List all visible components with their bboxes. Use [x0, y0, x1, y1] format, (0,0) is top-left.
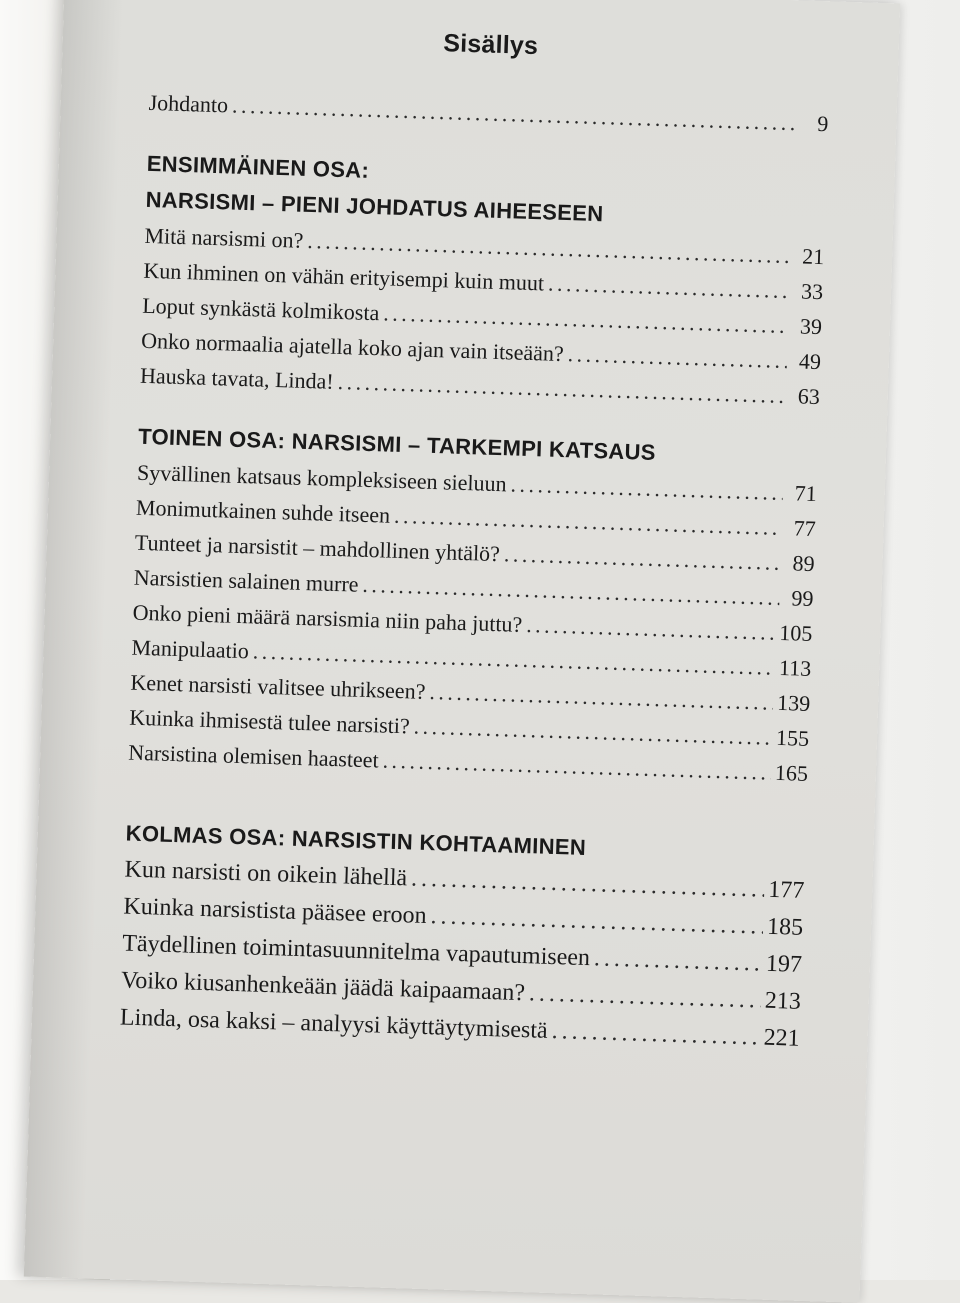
- entry-page: 33: [800, 278, 824, 305]
- table-of-contents: [119, 20, 831, 1058]
- entry-title: Mitä narsismi on?: [144, 222, 304, 253]
- entry-page: 9: [817, 110, 829, 137]
- leader-dots: [593, 940, 762, 982]
- part-title: KOLMAS OSA: NARSISTIN KOHTAAMINEN: [125, 820, 587, 860]
- entry-title: Kuinka ihmisestä tulee narsisti?: [129, 704, 411, 739]
- entry-title: Narsistina olemisen haasteet: [127, 739, 380, 773]
- part-1: [140, 146, 827, 414]
- entry-page: 139: [776, 689, 811, 716]
- entry-page: 185: [766, 913, 804, 941]
- part-title: TOINEN OSA: NARSISMI – TARKEMPI KATSAUS: [137, 423, 657, 465]
- entry-page: 99: [791, 585, 814, 612]
- toc-heading: Sisällys: [442, 29, 539, 61]
- entry-title: Kuinka narsistista pääsee eroon: [123, 893, 427, 930]
- entry-title: Loput synkästä kolmikosta: [141, 292, 380, 326]
- entry-title: Tunteet ja narsistit – mahdollinen yhtälö?: [134, 529, 501, 567]
- entry-title: Kenet narsisti valitsee uhrikseen?: [130, 669, 426, 704]
- leader-dots: [232, 88, 795, 141]
- book-page: [24, 0, 900, 1303]
- entry-page: 113: [778, 654, 812, 681]
- entry-page: 39: [799, 313, 823, 340]
- entry-page: 221: [763, 1024, 801, 1052]
- entry-title: Manipulaatio: [131, 634, 250, 664]
- part-title: NARSISMI – PIENI JOHDATUS AIHEESEEN: [145, 186, 604, 227]
- toc-entry-intro: [148, 85, 829, 141]
- entry-title: Kun ihminen on vähän erityisempi kuin muut: [143, 257, 545, 296]
- entry-page: 155: [775, 724, 810, 751]
- leader-dots: [551, 1013, 760, 1057]
- entry-title: Monimutkainen suhde itseen: [135, 494, 391, 528]
- entry-title: Linda, osa kaksi – analyysi käyttäytymisestä: [119, 1004, 549, 1044]
- entry-page: 105: [779, 619, 813, 646]
- entry-title: Hauska tavata, Linda!: [139, 362, 335, 394]
- entry-page: 63: [797, 383, 821, 410]
- part-2: [128, 419, 819, 791]
- part-3: [119, 816, 806, 1058]
- entry-page: 165: [774, 759, 809, 786]
- entry-page: 77: [793, 515, 817, 542]
- entry-title: Johdanto: [148, 89, 229, 118]
- part-title: ENSIMMÄINEN OSA:: [146, 150, 370, 183]
- entry-title: Narsistien salainen murre: [133, 564, 359, 597]
- entry-title: Täydellinen toimintasuunnitelma vapautumiseen: [121, 930, 591, 972]
- entry-title: Onko normaalia ajatella koko ajan vain itseään?: [140, 327, 565, 367]
- entry-title: Onko pieni määrä narsismia niin paha juttu?: [132, 599, 523, 637]
- entry-page: 197: [765, 950, 803, 978]
- entry-page: 177: [767, 876, 805, 904]
- entry-page: 71: [794, 480, 818, 507]
- entry-title: Voiko kiusanhenkeään jäädä kaipaamaan?: [120, 967, 526, 1007]
- entry-page: 89: [792, 550, 815, 577]
- entry-title: Syvällinen katsaus kompleksiseen sieluun: [136, 459, 507, 497]
- entry-page: 213: [764, 987, 802, 1015]
- entry-page: 21: [801, 243, 825, 270]
- entry-page: 49: [798, 348, 822, 375]
- entry-title: Kun narsisti on oikein lähellä: [124, 856, 408, 892]
